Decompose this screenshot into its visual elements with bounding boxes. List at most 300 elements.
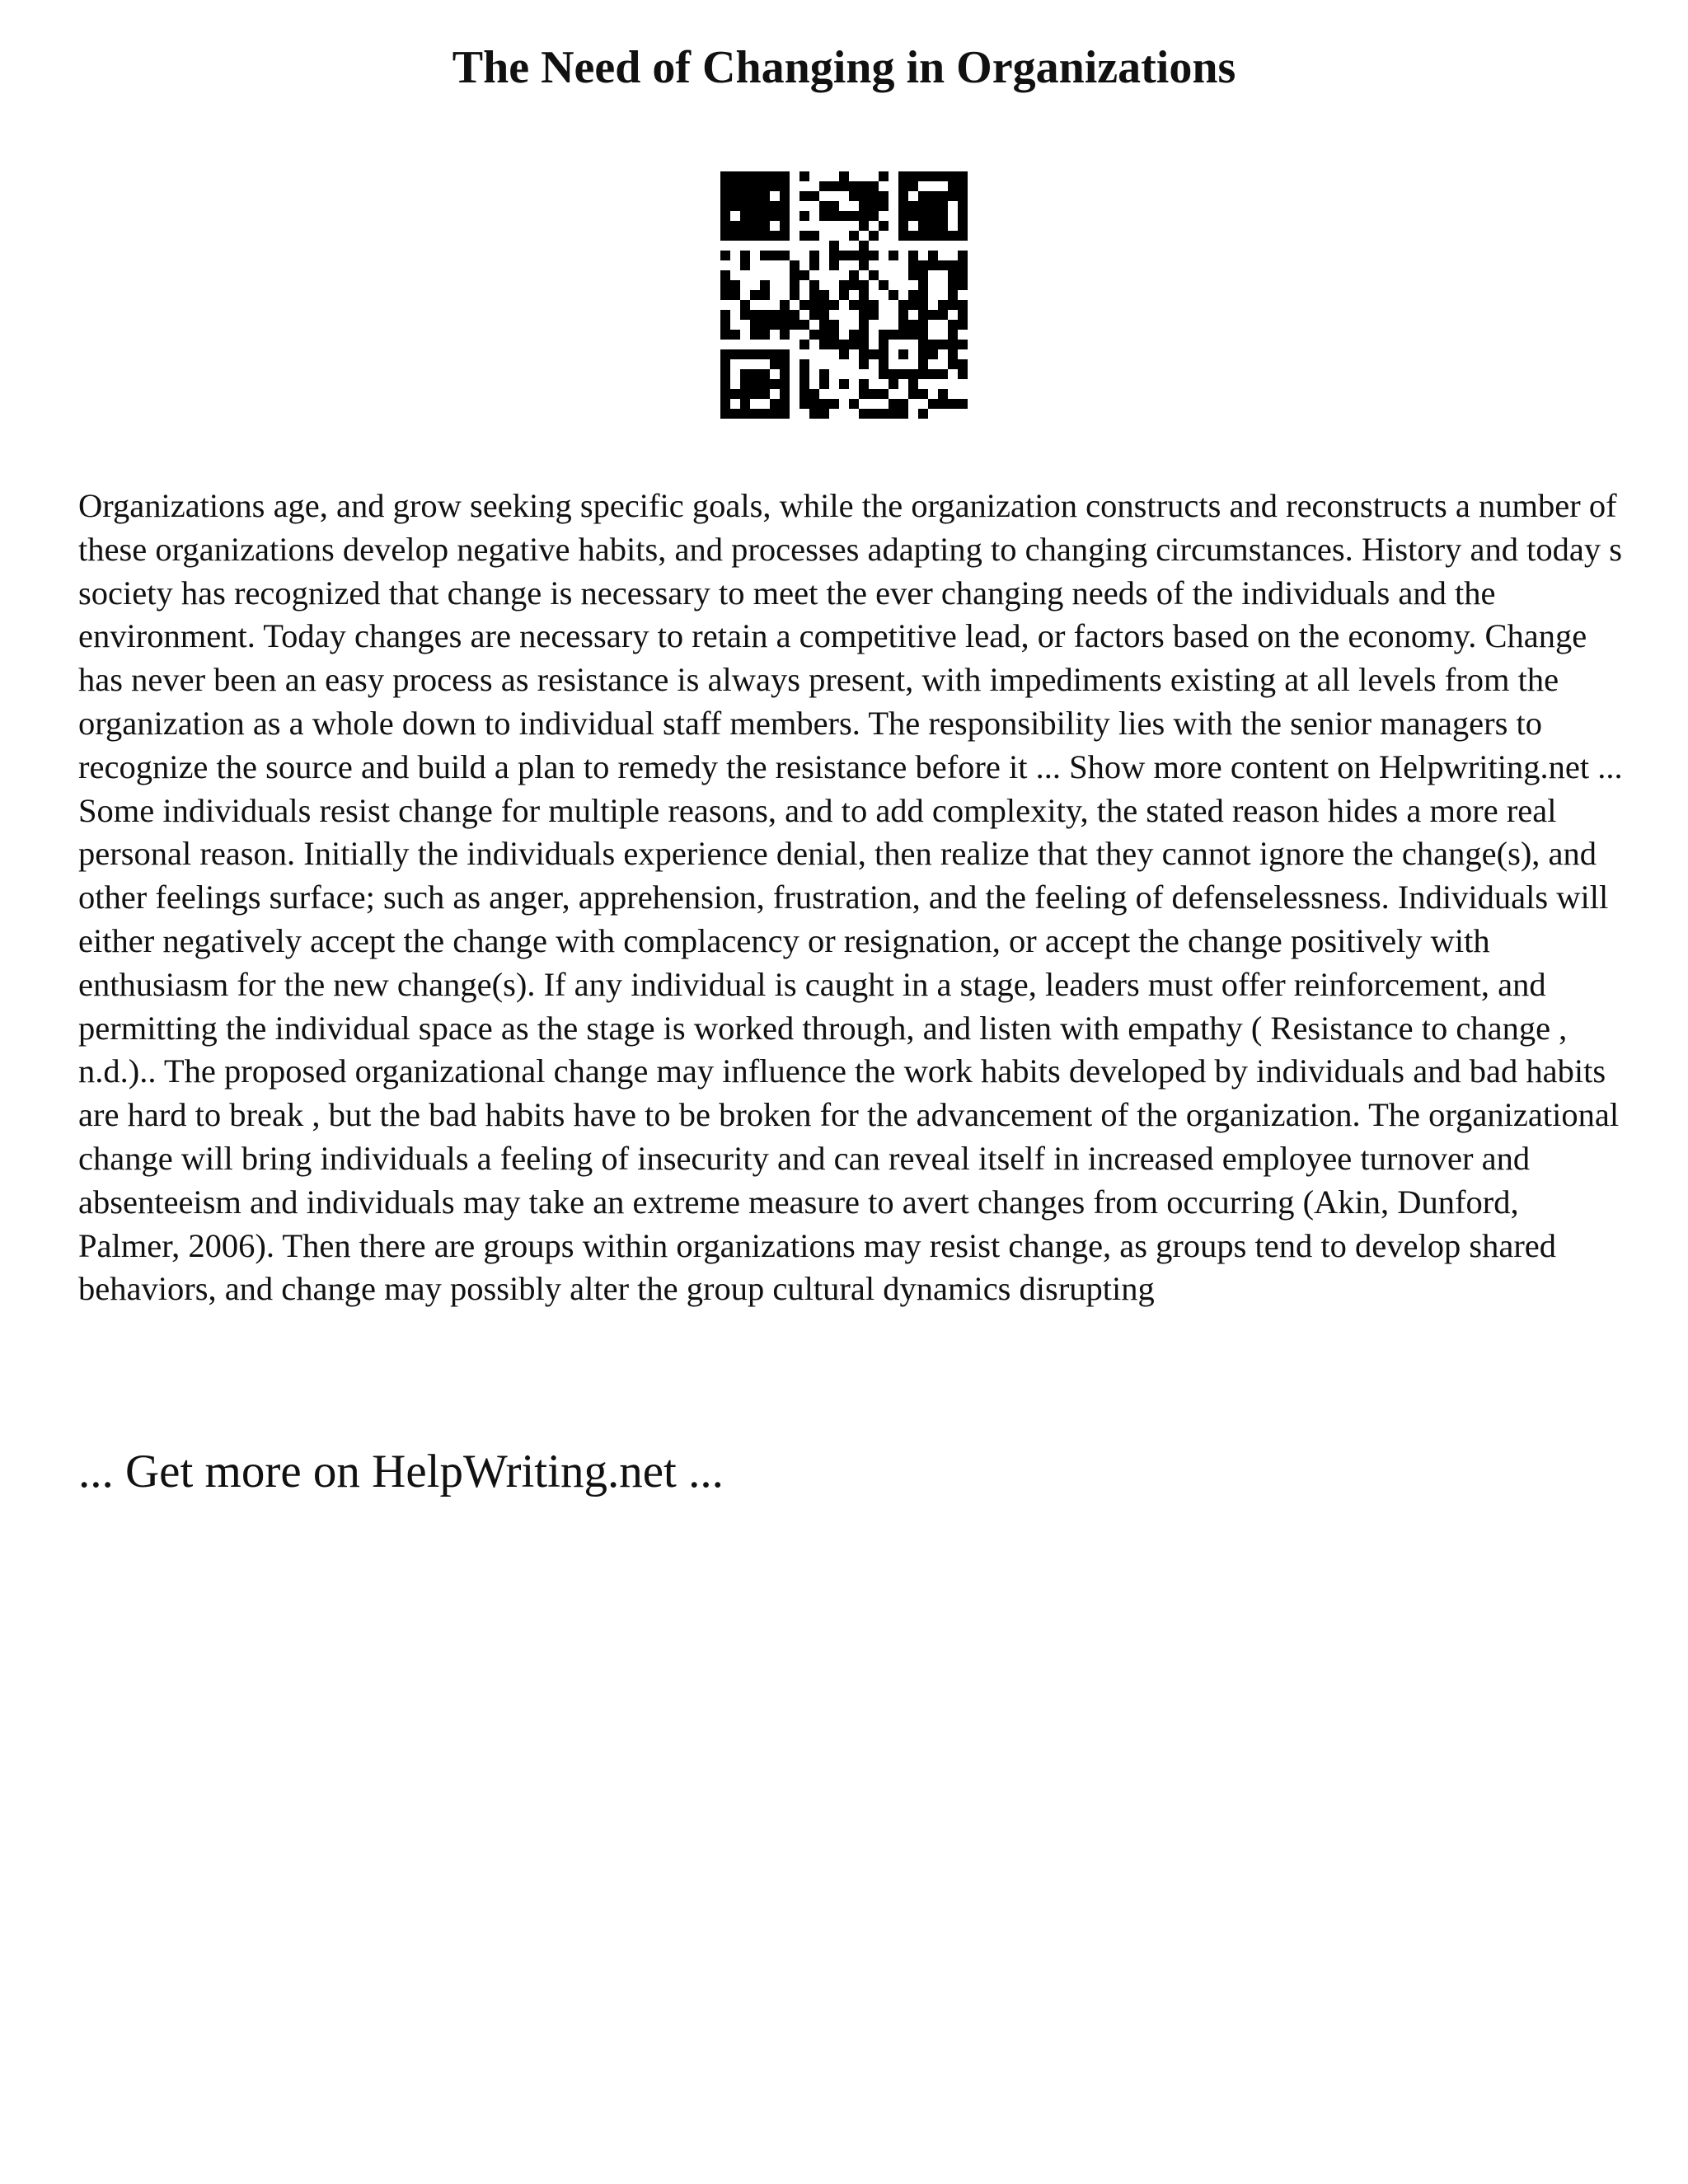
qr-module <box>799 359 809 369</box>
qr-module <box>819 181 829 191</box>
qr-module <box>938 389 948 399</box>
qr-module <box>770 171 780 181</box>
qr-module <box>740 349 750 359</box>
qr-module <box>829 320 839 330</box>
qr-module <box>948 349 958 359</box>
qr-module <box>790 320 799 330</box>
qr-module <box>799 211 809 221</box>
qr-module <box>889 399 898 409</box>
qr-module <box>829 251 839 260</box>
qr-module <box>898 191 908 201</box>
qr-module <box>790 310 799 320</box>
qr-module <box>928 191 938 201</box>
qr-module <box>908 260 918 270</box>
qr-module <box>730 280 740 290</box>
qr-module <box>750 349 760 359</box>
qr-module <box>859 260 869 270</box>
qr-module <box>829 330 839 340</box>
qr-module <box>740 389 750 399</box>
qr-module <box>750 310 760 320</box>
qr-module <box>720 181 730 191</box>
qr-module <box>849 280 859 290</box>
qr-module <box>750 231 760 241</box>
qr-module <box>918 340 928 349</box>
qr-module <box>750 320 760 330</box>
qr-module <box>918 310 928 320</box>
qr-module <box>908 211 918 221</box>
qr-module <box>908 181 918 191</box>
qr-module <box>928 260 938 270</box>
qr-module <box>770 320 780 330</box>
qr-module <box>879 330 889 340</box>
qr-module <box>829 201 839 211</box>
qr-module <box>849 231 859 241</box>
qr-module <box>740 300 750 310</box>
qr-module <box>918 320 928 330</box>
qr-module <box>849 330 859 340</box>
qr-module <box>898 221 908 231</box>
qr-module <box>938 231 948 241</box>
qr-module <box>819 300 829 310</box>
qr-module <box>720 389 730 399</box>
qr-module <box>809 399 819 409</box>
qr-module <box>730 231 740 241</box>
qr-module <box>859 340 869 349</box>
qr-module <box>760 379 770 389</box>
qr-module <box>770 251 780 260</box>
qr-module <box>760 251 770 260</box>
qr-module <box>809 300 819 310</box>
qr-module <box>849 251 859 260</box>
qr-module <box>750 181 760 191</box>
qr-module <box>908 171 918 181</box>
qr-module <box>928 211 938 221</box>
qr-module <box>829 340 839 349</box>
qr-code-icon <box>720 171 968 419</box>
qr-module <box>720 409 730 419</box>
qr-module <box>859 320 869 330</box>
qr-module <box>839 280 849 290</box>
qr-module <box>770 409 780 419</box>
qr-module <box>908 379 918 389</box>
qr-module <box>760 231 770 241</box>
qr-module <box>799 300 809 310</box>
qr-module <box>948 359 958 369</box>
qr-module <box>918 260 928 270</box>
qr-module <box>760 290 770 300</box>
qr-module <box>740 310 750 320</box>
qr-module <box>720 280 730 290</box>
qr-module <box>740 181 750 191</box>
qr-module <box>938 340 948 349</box>
qr-module <box>898 211 908 221</box>
qr-module <box>879 409 889 419</box>
qr-module <box>760 221 770 231</box>
qr-module <box>750 221 760 231</box>
qr-module <box>859 191 869 201</box>
qr-module <box>958 231 968 241</box>
qr-module <box>750 191 760 201</box>
qr-module <box>928 349 938 359</box>
qr-module <box>908 270 918 280</box>
qr-module <box>908 389 918 399</box>
qr-module <box>918 330 928 340</box>
qr-module <box>879 340 889 349</box>
qr-module <box>750 201 760 211</box>
qr-module <box>780 379 790 389</box>
qr-module <box>928 310 938 320</box>
qr-module <box>780 330 790 340</box>
qr-module <box>730 389 740 399</box>
qr-module <box>780 310 790 320</box>
qr-module <box>859 201 869 211</box>
qr-module <box>760 389 770 399</box>
qr-module <box>889 379 898 389</box>
qr-module <box>938 201 948 211</box>
qr-module <box>720 320 730 330</box>
qr-module <box>938 171 948 181</box>
qr-module <box>780 369 790 379</box>
qr-module <box>760 369 770 379</box>
qr-module <box>958 359 968 369</box>
qr-module <box>760 181 770 191</box>
qr-module <box>849 181 859 191</box>
qr-module <box>839 290 849 300</box>
qr-module <box>740 221 750 231</box>
qr-module <box>928 171 938 181</box>
qr-module <box>720 231 730 241</box>
qr-module <box>770 349 780 359</box>
qr-module <box>928 221 938 231</box>
qr-module <box>809 310 819 320</box>
qr-module <box>839 171 849 181</box>
qr-module <box>948 171 958 181</box>
qr-module <box>958 340 968 349</box>
qr-module <box>918 359 928 369</box>
qr-module <box>780 389 790 399</box>
qr-module <box>760 330 770 340</box>
qr-module <box>879 280 889 290</box>
qr-module <box>780 181 790 191</box>
get-more-link[interactable]: ... Get more on HelpWriting.net ... <box>78 1446 724 1497</box>
qr-module <box>869 211 879 221</box>
qr-module <box>859 409 869 419</box>
qr-module <box>799 389 809 399</box>
qr-module <box>750 290 760 300</box>
qr-module <box>958 369 968 379</box>
qr-module <box>819 340 829 349</box>
qr-module <box>799 191 809 201</box>
qr-module <box>720 270 730 280</box>
qr-module <box>879 389 889 399</box>
qr-module <box>839 379 849 389</box>
qr-module <box>928 201 938 211</box>
qr-module <box>720 330 730 340</box>
qr-module <box>819 310 829 320</box>
qr-module <box>958 260 968 270</box>
qr-module <box>839 349 849 359</box>
qr-module <box>859 389 869 399</box>
qr-module <box>770 359 780 369</box>
qr-module <box>928 340 938 349</box>
qr-module <box>958 320 968 330</box>
qr-module <box>799 270 809 280</box>
qr-module <box>849 340 859 349</box>
qr-module <box>750 379 760 389</box>
qr-module <box>908 201 918 211</box>
qr-module <box>879 369 889 379</box>
qr-module <box>760 320 770 330</box>
qr-module <box>780 300 790 310</box>
qr-module <box>869 409 879 419</box>
qr-module <box>780 171 790 181</box>
qr-module <box>720 221 730 231</box>
qr-module <box>809 251 819 260</box>
qr-module <box>829 211 839 221</box>
qr-module <box>799 399 809 409</box>
qr-module <box>938 399 948 409</box>
qr-module <box>760 280 770 290</box>
qr-module <box>799 231 809 241</box>
qr-module <box>908 330 918 340</box>
qr-module <box>819 201 829 211</box>
qr-module <box>799 171 809 181</box>
qr-module <box>780 359 790 369</box>
qr-module <box>819 369 829 379</box>
qr-module <box>928 369 938 379</box>
qr-module <box>819 399 829 409</box>
qr-module <box>740 399 750 409</box>
qr-module <box>780 211 790 221</box>
qr-module <box>780 221 790 231</box>
qr-module <box>958 221 968 231</box>
qr-module <box>770 379 780 389</box>
qr-module <box>720 290 730 300</box>
qr-module <box>879 359 889 369</box>
qr-module <box>819 290 829 300</box>
qr-module <box>928 231 938 241</box>
qr-module <box>879 349 889 359</box>
qr-module <box>829 300 839 310</box>
qr-module <box>740 171 750 181</box>
qr-module <box>918 221 928 231</box>
qr-module <box>740 251 750 260</box>
qr-module <box>869 310 879 320</box>
qr-module <box>740 191 750 201</box>
qr-module <box>859 280 869 290</box>
qr-module <box>819 409 829 419</box>
qr-module <box>849 270 859 280</box>
qr-module <box>819 320 829 330</box>
qr-module <box>730 409 740 419</box>
qr-module <box>958 310 968 320</box>
qr-module <box>730 171 740 181</box>
qr-module <box>918 270 928 280</box>
qr-module <box>938 191 948 201</box>
qr-module <box>740 211 750 221</box>
qr-module <box>849 191 859 201</box>
qr-module <box>918 211 928 221</box>
qr-module <box>760 171 770 181</box>
qr-module <box>770 399 780 409</box>
qr-module <box>898 231 908 241</box>
qr-module <box>898 320 908 330</box>
qr-module <box>849 211 859 221</box>
qr-module <box>720 201 730 211</box>
qr-module <box>958 399 968 409</box>
qr-module <box>948 260 958 270</box>
qr-module <box>780 251 790 260</box>
qr-module <box>859 300 869 310</box>
qr-module <box>839 251 849 260</box>
qr-module <box>898 300 908 310</box>
qr-module <box>750 369 760 379</box>
qr-module <box>740 409 750 419</box>
qr-module <box>790 280 799 290</box>
page-title: The Need of Changing in Organizations <box>452 42 1236 93</box>
qr-module <box>918 231 928 241</box>
qr-module <box>760 201 770 211</box>
qr-module <box>958 171 968 181</box>
qr-module <box>730 181 740 191</box>
qr-module <box>859 290 869 300</box>
qr-module <box>720 251 730 260</box>
qr-module <box>819 211 829 221</box>
qr-module <box>839 181 849 191</box>
qr-module <box>958 251 968 260</box>
qr-module <box>780 320 790 330</box>
qr-module <box>908 320 918 330</box>
qr-module <box>948 280 958 290</box>
qr-module <box>839 340 849 349</box>
qr-module <box>809 409 819 419</box>
qr-module <box>958 211 968 221</box>
qr-module <box>948 300 958 310</box>
qr-module <box>859 241 869 251</box>
qr-module <box>859 349 869 359</box>
qr-module <box>859 379 869 389</box>
qr-module <box>760 310 770 320</box>
qr-module <box>859 211 869 221</box>
qr-module <box>730 290 740 300</box>
qr-module <box>720 349 730 359</box>
qr-module <box>770 211 780 221</box>
qr-module <box>819 379 829 389</box>
qr-module <box>869 300 879 310</box>
qr-module <box>869 251 879 260</box>
qr-module <box>809 389 819 399</box>
qr-module <box>948 340 958 349</box>
qr-module <box>730 349 740 359</box>
qr-module <box>938 260 948 270</box>
qr-module <box>889 330 898 340</box>
qr-module <box>898 171 908 181</box>
qr-module <box>809 191 819 201</box>
qr-module <box>740 201 750 211</box>
qr-module <box>889 369 898 379</box>
qr-module <box>730 201 740 211</box>
qr-module <box>740 231 750 241</box>
qr-module <box>879 191 889 201</box>
qr-module <box>809 290 819 300</box>
qr-module <box>918 409 928 419</box>
qr-module <box>799 379 809 389</box>
qr-module <box>958 191 968 201</box>
qr-module <box>809 330 819 340</box>
qr-module <box>760 409 770 419</box>
qr-module <box>770 231 780 241</box>
qr-module <box>859 359 869 369</box>
qr-module <box>948 181 958 191</box>
qr-module <box>790 270 799 280</box>
qr-module <box>869 201 879 211</box>
qr-module <box>879 201 889 211</box>
qr-module <box>780 349 790 359</box>
qr-module <box>799 320 809 330</box>
qr-module <box>898 330 908 340</box>
qr-module <box>938 211 948 221</box>
qr-module <box>928 251 938 260</box>
qr-module <box>720 359 730 369</box>
qr-module <box>720 310 730 320</box>
qr-module <box>898 181 908 191</box>
qr-module <box>770 181 780 191</box>
qr-module <box>829 260 839 270</box>
qr-module <box>720 369 730 379</box>
qr-module <box>809 231 819 241</box>
qr-module <box>730 330 740 340</box>
qr-module <box>958 300 968 310</box>
qr-module <box>869 389 879 399</box>
qr-module <box>849 399 859 409</box>
qr-module <box>938 310 948 320</box>
qr-module <box>948 270 958 280</box>
qr-module <box>730 191 740 201</box>
qr-module <box>859 251 869 260</box>
qr-module <box>829 241 839 251</box>
qr-module <box>760 349 770 359</box>
qr-module <box>750 330 760 340</box>
qr-module <box>918 389 928 399</box>
qr-module <box>908 251 918 260</box>
qr-module <box>958 181 968 191</box>
qr-module <box>879 171 889 181</box>
qr-module <box>948 320 958 330</box>
qr-module <box>859 330 869 340</box>
qr-module <box>730 221 740 231</box>
qr-module <box>948 290 958 300</box>
qr-module <box>760 211 770 221</box>
qr-module <box>829 399 839 409</box>
qr-module <box>938 221 948 231</box>
qr-module <box>859 181 869 191</box>
qr-module <box>799 369 809 379</box>
qr-module <box>859 310 869 320</box>
qr-module <box>799 340 809 349</box>
qr-module <box>918 300 928 310</box>
qr-module <box>869 191 879 201</box>
qr-module <box>839 211 849 221</box>
qr-module <box>898 369 908 379</box>
qr-module <box>898 201 908 211</box>
qr-module <box>918 171 928 181</box>
qr-module <box>908 300 918 310</box>
qr-module <box>948 330 958 340</box>
qr-module <box>720 379 730 389</box>
qr-module <box>908 231 918 241</box>
qr-module <box>750 389 760 399</box>
qr-module <box>898 399 908 409</box>
